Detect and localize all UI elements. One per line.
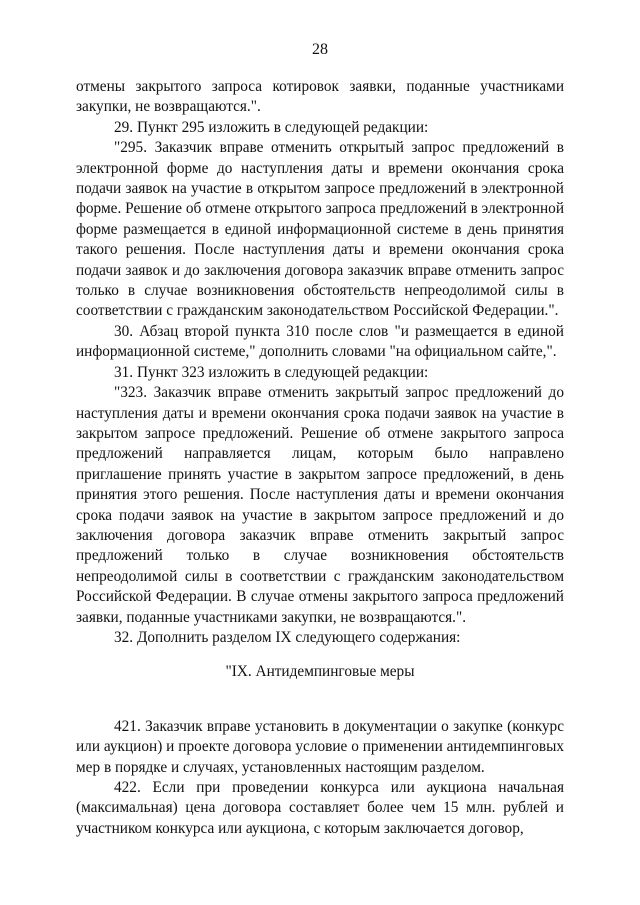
paragraph-quote-323: "323. Заказчик вправе отменить закрытый запрос предложений до наступления даты и времени окончания срока подачи заявок на участие в закрытом запросе предложений. Решение об отмене закрытого запроса предложений направляется лицам, которым было направлено приглашение принять участие в закрытом запросе предложений, в день принятия этого решения. После наступления даты и времени окончания срока подачи заявок на участие в закрытом запросе предложений и до заключения договора заказчик вправе отменить закрытый запрос предложений только в случае возникновения обстоятельств непреодолимой силы в соответствии с гражданским законодательством Российской Федерации. В случае отмены закрытого запроса предложений заявки, поданные участниками закупки, не возвращаются.". — [76, 384, 564, 626]
paragraph-item-30: 30. Абзац второй пункта 310 после слов "и размещается в единой информационной системе," дополнить словами "на официальном сайте,". — [76, 322, 564, 361]
page-number: 28 — [312, 41, 328, 58]
paragraph-continuation: отмены закрытого запроса котировок заявки, поданные участниками закупки, не возвращаются.". — [76, 78, 564, 116]
paragraph-item-32: 32. Дополнить разделом IX следующего содержания: — [114, 628, 461, 646]
paragraph-item-421: 421. Заказчик вправе установить в документации о закупке (конкурс или аукцион) и проекте договора условие о применении антидемпинговых мер в порядке и случаях, установленных настоящим разделом. — [76, 717, 564, 776]
document-body — [76, 77, 564, 839]
paragraph-item-29: 29. Пункт 295 изложить в следующей редакции: — [114, 118, 429, 136]
section-heading: "IX. Антидемпинговые меры — [225, 663, 415, 681]
paragraph-item-422: 422. Если при проведении конкурса или аукциона начальная (максимальная) цена договора составляет более чем 15 млн. рублей и участником конкурса или аукциона, с которым заключается договор, — [76, 779, 564, 837]
paragraph-quote-295: "295. Заказчик вправе отменить открытый запрос предложений в электронной форме до наступления даты и времени окончания срока подачи заявок на участие в открытом запросе предложений в электронной форме. Решение об отмене открытого запроса предложений в электронной форме размещается в единой информационной системе в день принятия такого решения. После наступления даты и времени окончания срока подачи заявок и до заключения договора заказчик вправе отменить запрос только в случае возникновения обстоятельств непреодолимой силы в соответствии с гражданским законодательством Российской Федерации.". — [76, 139, 564, 320]
paragraph-item-31: 31. Пункт 323 изложить в следующей редакции: — [114, 363, 429, 381]
